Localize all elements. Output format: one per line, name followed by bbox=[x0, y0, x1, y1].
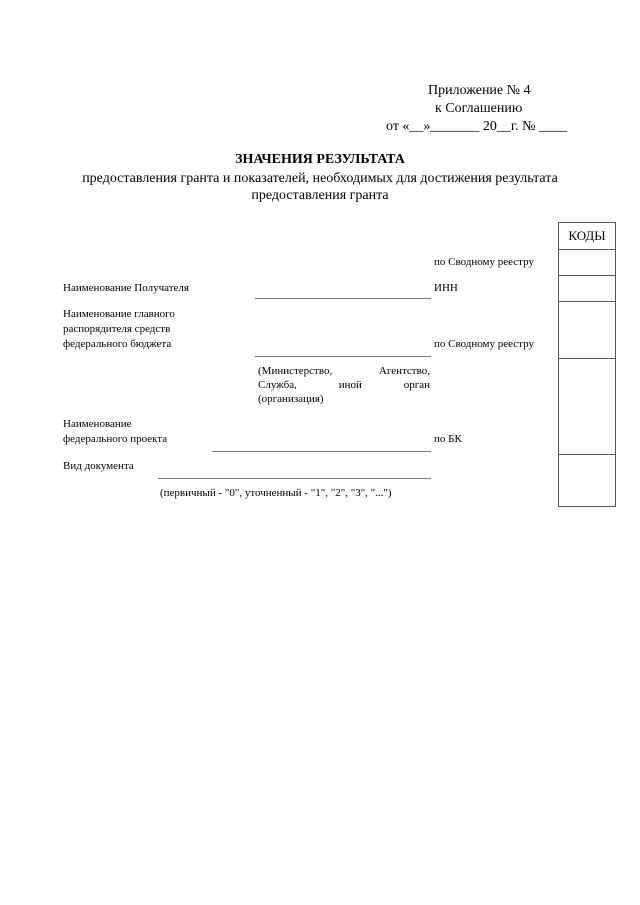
ministry-hint-word: Служба, bbox=[258, 379, 297, 391]
ministry-hint-word: иной bbox=[338, 379, 362, 391]
agreement-date-line: от «__»_______ 20__г. № ____ bbox=[386, 119, 567, 134]
project-label-line1: Наименование bbox=[63, 418, 132, 430]
document-subtitle-line1: предоставления гранта и показателей, необходимых для достижения результата bbox=[82, 171, 558, 186]
ministry-hint bbox=[258, 364, 430, 406]
document-title: ЗНАЧЕНИЯ РЕЗУЛЬТАТА bbox=[235, 152, 405, 167]
code-inn-cell[interactable] bbox=[559, 275, 615, 301]
code-svod-registry-1-cell[interactable] bbox=[559, 249, 615, 275]
bk-label: по БК bbox=[434, 433, 462, 445]
svod-registry-label-1: по Сводному реестру bbox=[434, 256, 534, 268]
ministry-hint-word: Агентство, bbox=[378, 365, 430, 377]
codes-header: КОДЫ bbox=[568, 228, 606, 243]
svod-registry-label-2: по Сводному реестру bbox=[434, 338, 534, 350]
doc-type-input-line[interactable] bbox=[158, 478, 431, 479]
agreement-reference: к Соглашению bbox=[435, 101, 523, 116]
ministry-hint-word: орган bbox=[403, 379, 430, 391]
inn-label: ИНН bbox=[434, 282, 458, 294]
ministry-hint-word: (организация) bbox=[258, 393, 324, 405]
doc-type-label: Вид документа bbox=[63, 460, 134, 472]
recipient-input-line[interactable] bbox=[255, 298, 431, 299]
document-subtitle-line2: предоставления гранта bbox=[251, 188, 389, 203]
code-doc-type-cell[interactable] bbox=[559, 454, 615, 506]
project-input-line[interactable] bbox=[212, 451, 431, 452]
gr-label-line2: распорядителя средств bbox=[63, 323, 171, 335]
ministry-hint-word: (Министерство, bbox=[258, 365, 333, 377]
code-svod-registry-2-cell[interactable] bbox=[559, 301, 615, 358]
recipient-label: Наименование Получателя bbox=[63, 282, 189, 294]
appendix-number: Приложение № 4 bbox=[428, 83, 531, 98]
gr-label-line1: Наименование главного bbox=[63, 308, 175, 320]
code-bk-cell[interactable] bbox=[559, 358, 615, 454]
gr-input-line[interactable] bbox=[255, 356, 431, 357]
gr-label-line3: федерального бюджета bbox=[63, 338, 172, 350]
project-label-line2: федерального проекта bbox=[63, 433, 168, 445]
codes-table bbox=[558, 222, 616, 507]
doc-type-hint: (первичный - "0", уточненный - "1", "2", "3", "...") bbox=[160, 487, 392, 499]
